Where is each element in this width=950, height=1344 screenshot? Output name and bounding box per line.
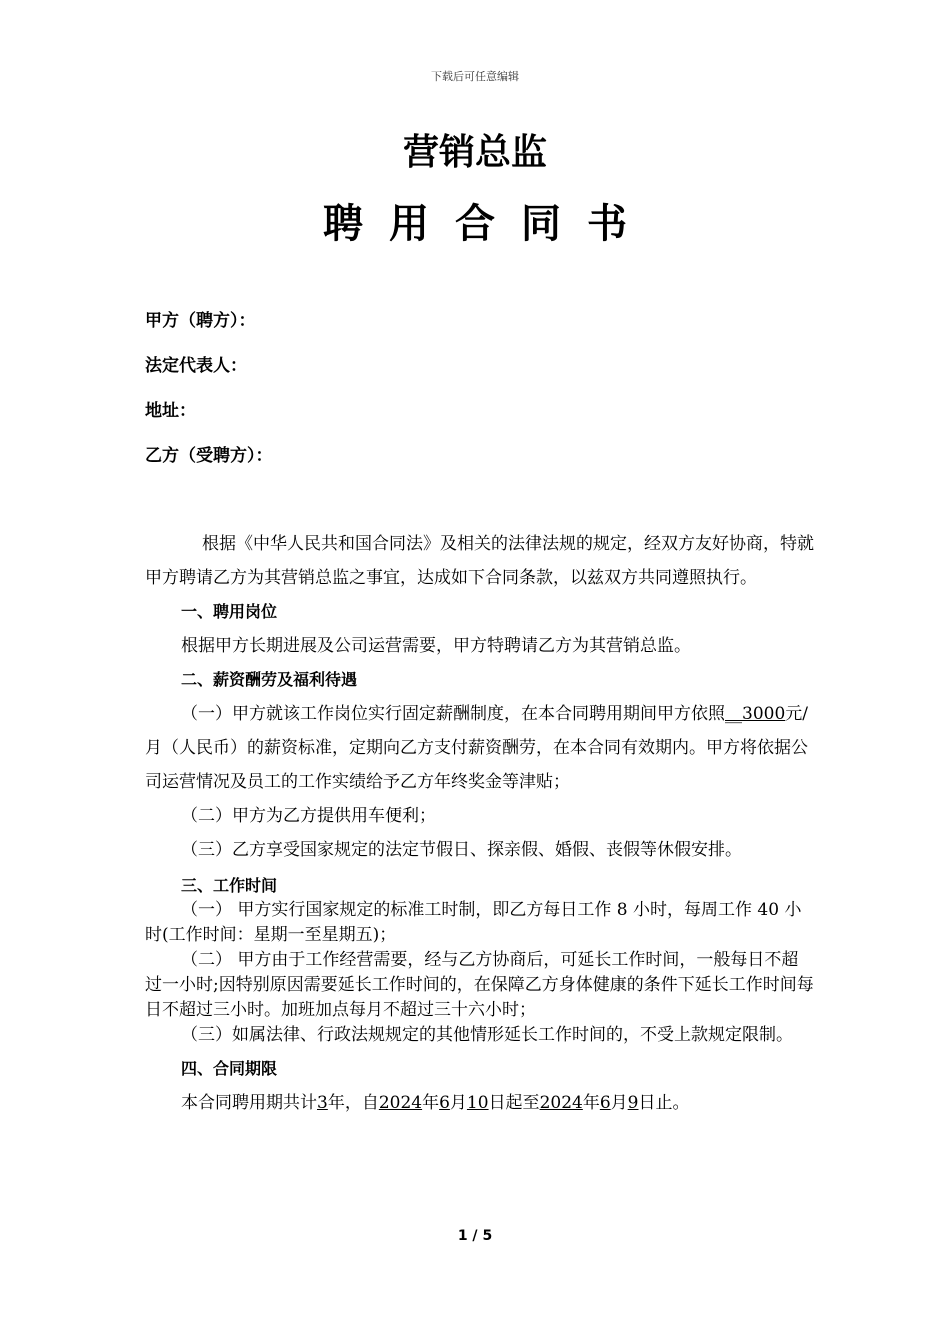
document-subtitle: 聘用合同书: [323, 201, 653, 247]
section-4-text: [145, 1086, 815, 1120]
section-2-item-2: （二）甲方为乙方提供用车便利；: [181, 806, 436, 826]
start-year: 2024: [378, 1093, 423, 1113]
term-text-5: 日起至: [488, 1093, 540, 1113]
intro-paragraph: 根据《中华人民共和国合同法》及相关的法律法规的规定，经双方友好协商，特就甲方聘请乙方为其营销总监之事宜，达成如下合同条款，以兹双方共同遵照执行。: [145, 534, 814, 588]
legal-rep-label: 法定代表人：: [145, 356, 247, 376]
section-2-item-1: [145, 697, 815, 799]
start-month: 6: [439, 1093, 450, 1113]
term-text-8: 日止。: [638, 1093, 690, 1113]
header-note: 下载后可任意编辑: [431, 70, 519, 83]
contract-body: [145, 527, 815, 1120]
address-label: 地址：: [145, 401, 196, 421]
section-1-heading: 一、聘用岗位: [181, 602, 278, 621]
term-text-7: 月: [610, 1093, 628, 1113]
start-day: 10: [466, 1093, 489, 1113]
section-3-item-3: （三）如属法律、行政法规规定的其他情形延长工作时间的，不受上款规定限制。: [181, 1025, 793, 1045]
section-1-text: 根据甲方长期进展及公司运营需要，甲方特聘请乙方为其营销总监。: [181, 636, 691, 656]
term-text-2: 年，自: [327, 1093, 379, 1113]
section-2-heading: 二、薪资酬劳及福利待遇: [181, 670, 358, 689]
page-separator: /: [467, 1228, 483, 1244]
section-3-item-1: （一） 甲方实行国家规定的标准工时制，即乙方每日工作 8 小时，每周工作 40 小时(工作时间：星期一至星期五)；: [145, 900, 802, 945]
section-2-item-1-text-a: （一）甲方就该工作岗位实行固定薪酬制度，在本合同聘用期间甲方依照: [181, 704, 725, 724]
total-pages: 5: [482, 1228, 493, 1244]
section-3-item-2: （二） 甲方由于工作经营需要，经与乙方协商后，可延长工作时间，一般每日不超过一小时;因特别原因需要延长工作时间的，在保障乙方身体健康的条件下延长工作时间每日不超过三小时。加班加点每月不超过三十六小时；: [145, 950, 814, 1020]
term-text-4: 月: [449, 1093, 467, 1113]
party-b-label: 乙方（受聘方）：: [145, 446, 273, 466]
term-text-3: 年: [422, 1093, 440, 1113]
salary-amount: 3000: [742, 704, 786, 724]
section-3-heading: 三、工作时间: [181, 876, 278, 895]
end-day: 9: [627, 1093, 639, 1113]
salary-pad: __: [725, 704, 742, 724]
term-text-6: 年: [582, 1093, 600, 1113]
section-2-item-3: （三）乙方享受国家规定的法定节假日、探亲假、婚假、丧假等休假安排。: [181, 840, 742, 860]
page-number: [0, 1228, 950, 1244]
party-a-label: 甲方（聘方）：: [145, 311, 256, 331]
term-years: 3: [317, 1093, 328, 1113]
current-page: 1: [457, 1228, 468, 1244]
term-text-1: 本合同聘用期共计: [181, 1093, 317, 1113]
end-month: 6: [599, 1093, 611, 1113]
section-4-heading: 四、合同期限: [181, 1059, 278, 1078]
end-year: 2024: [539, 1093, 583, 1113]
document-title: 营销总监: [402, 132, 547, 173]
section-2-item-1-text-b: 元/月（人民币）的薪资标准，定期向乙方支付薪资酬劳，在本合同有效期内。甲方将依据公司运营情况及员工的工作实绩给予乙方年终奖金等津贴；: [145, 704, 808, 792]
